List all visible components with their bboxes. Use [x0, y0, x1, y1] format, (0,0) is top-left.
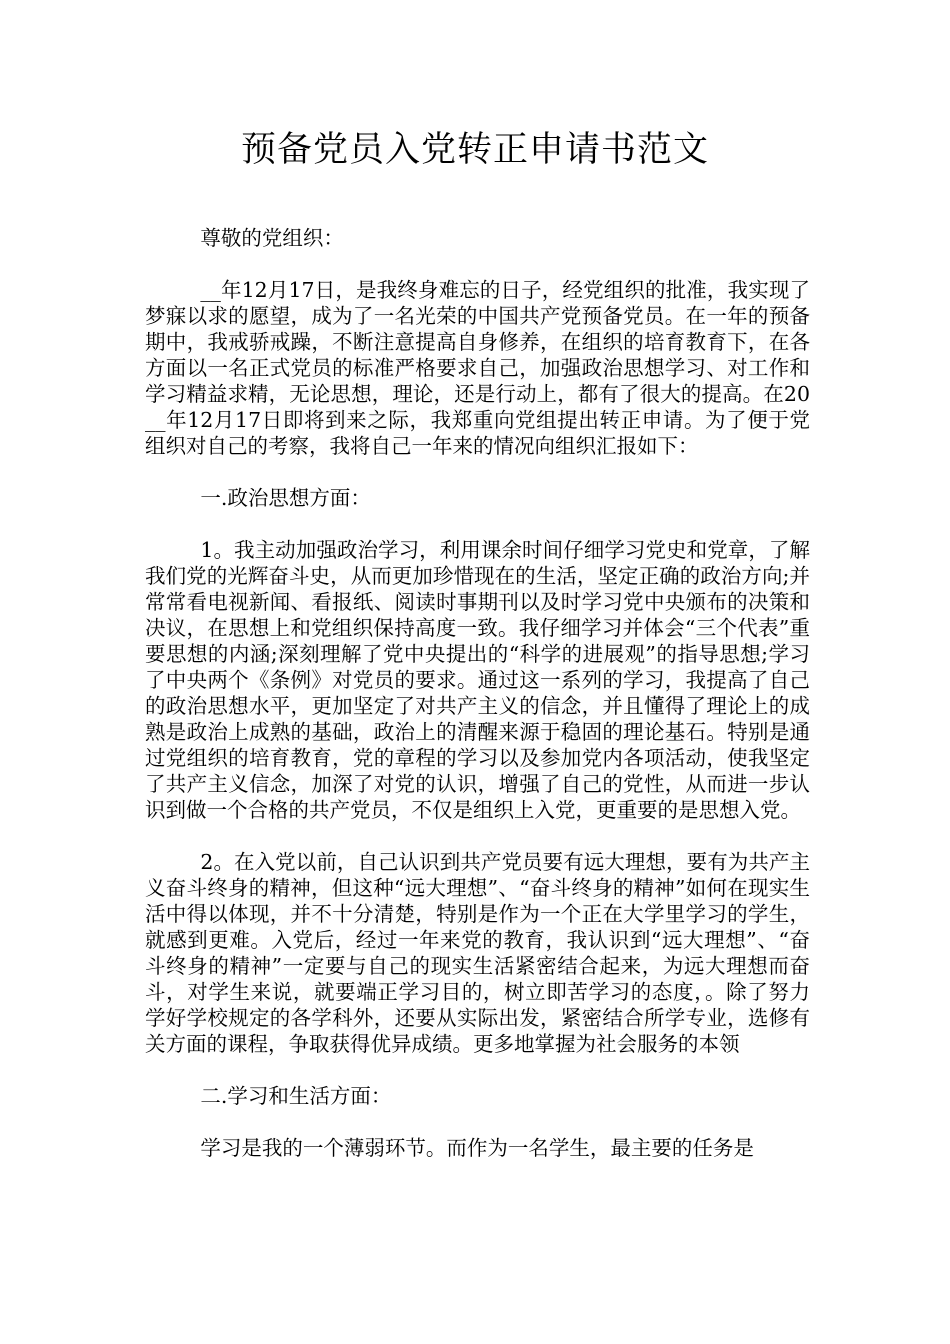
section-heading-political: 一.政治思想方面：	[200, 486, 371, 510]
political-point-1: 1。我主动加强政治学习，利用课余时间仔细学习党史和党章，了解我们党的光辉奋斗史，从而更加珍惜现在的生活，坚定正确的政治方向;并常常看电视新闻、看报纸、阅读时事期刊以及时学习党中央颁布的决策和决议，在思想上和党组织保持高度一致。我仔细学习并体会“三个代表”重要思想的内涵;深刻理解了党中央提出的“科学的进展观”的指导思想;学习了中央两个《条例》对党员的要求。通过这一系列的学习，我提高了自己的政治思想水平，更加坚定了对共产主义的信念，并且懂得了理论上的成熟是政治上成熟的基础，政治上的清醒来源于稳固的理论基石。特别是通过党组织的培育教育，党的章程的学习以及参加党内各项活动，使我坚定了共产主义信念，加深了对党的认识，增强了自己的党性，从而进一步认识到做一个合格的共产党员，不仅是组织上入党，更重要的是思想入党。	[145, 538, 810, 822]
document-body	[145, 225, 810, 1161]
section-heading-study-life: 二.学习和生活方面：	[200, 1084, 392, 1108]
political-point-2: 2。在入党以前，自己认识到共产党员要有远大理想，要有为共产主义奋斗终身的精神，但这种“远大理想”、“奋斗终身的精神”如何在现实生活中得以体现，并不十分清楚，特别是作为一个正在大学里学习的学生，就感到更难。入党后，经过一年来党的教育，我认识到“远大理想”、“奋斗终身的精神”一定要与自己的现实生活紧密结合起来，为远大理想而奋斗，对学生来说，就要端正学习目的，树立即苦学习的态度，。除了努力学好学校规定的各学科外，还要从实际出发，紧密结合所学专业，选修有关方面的课程，争取获得优异成绩。更多地掌握为社会服务的本领	[145, 850, 810, 1056]
study-paragraph: 学习是我的一个薄弱环节。而作为一名学生，最主要的任务是	[200, 1136, 754, 1160]
salutation: 尊敬的党组织：	[200, 226, 344, 250]
document-title: 预备党员入党转正申请书范文	[240, 130, 709, 170]
intro-paragraph: __年12月17日，是我终身难忘的日子，经党组织的批准，我实现了梦寐以求的愿望，成为了一名光荣的中国共产党预备党员。在一年的预备期中，我戒骄戒躁，不断注意提高自身修养，在组织的培育教育下，在各方面以一名正式党员的标准严格要求自己，加强政治思想学习、对工作和学习精益求精，无论思想，理论，还是行动上，都有了很大的提高。在20__年12月17日即将到来之际，我郑重向党组提出转正申请。为了便于党组织对自己的考察，我将自己一年来的情况向组织汇报如下：	[145, 278, 810, 458]
